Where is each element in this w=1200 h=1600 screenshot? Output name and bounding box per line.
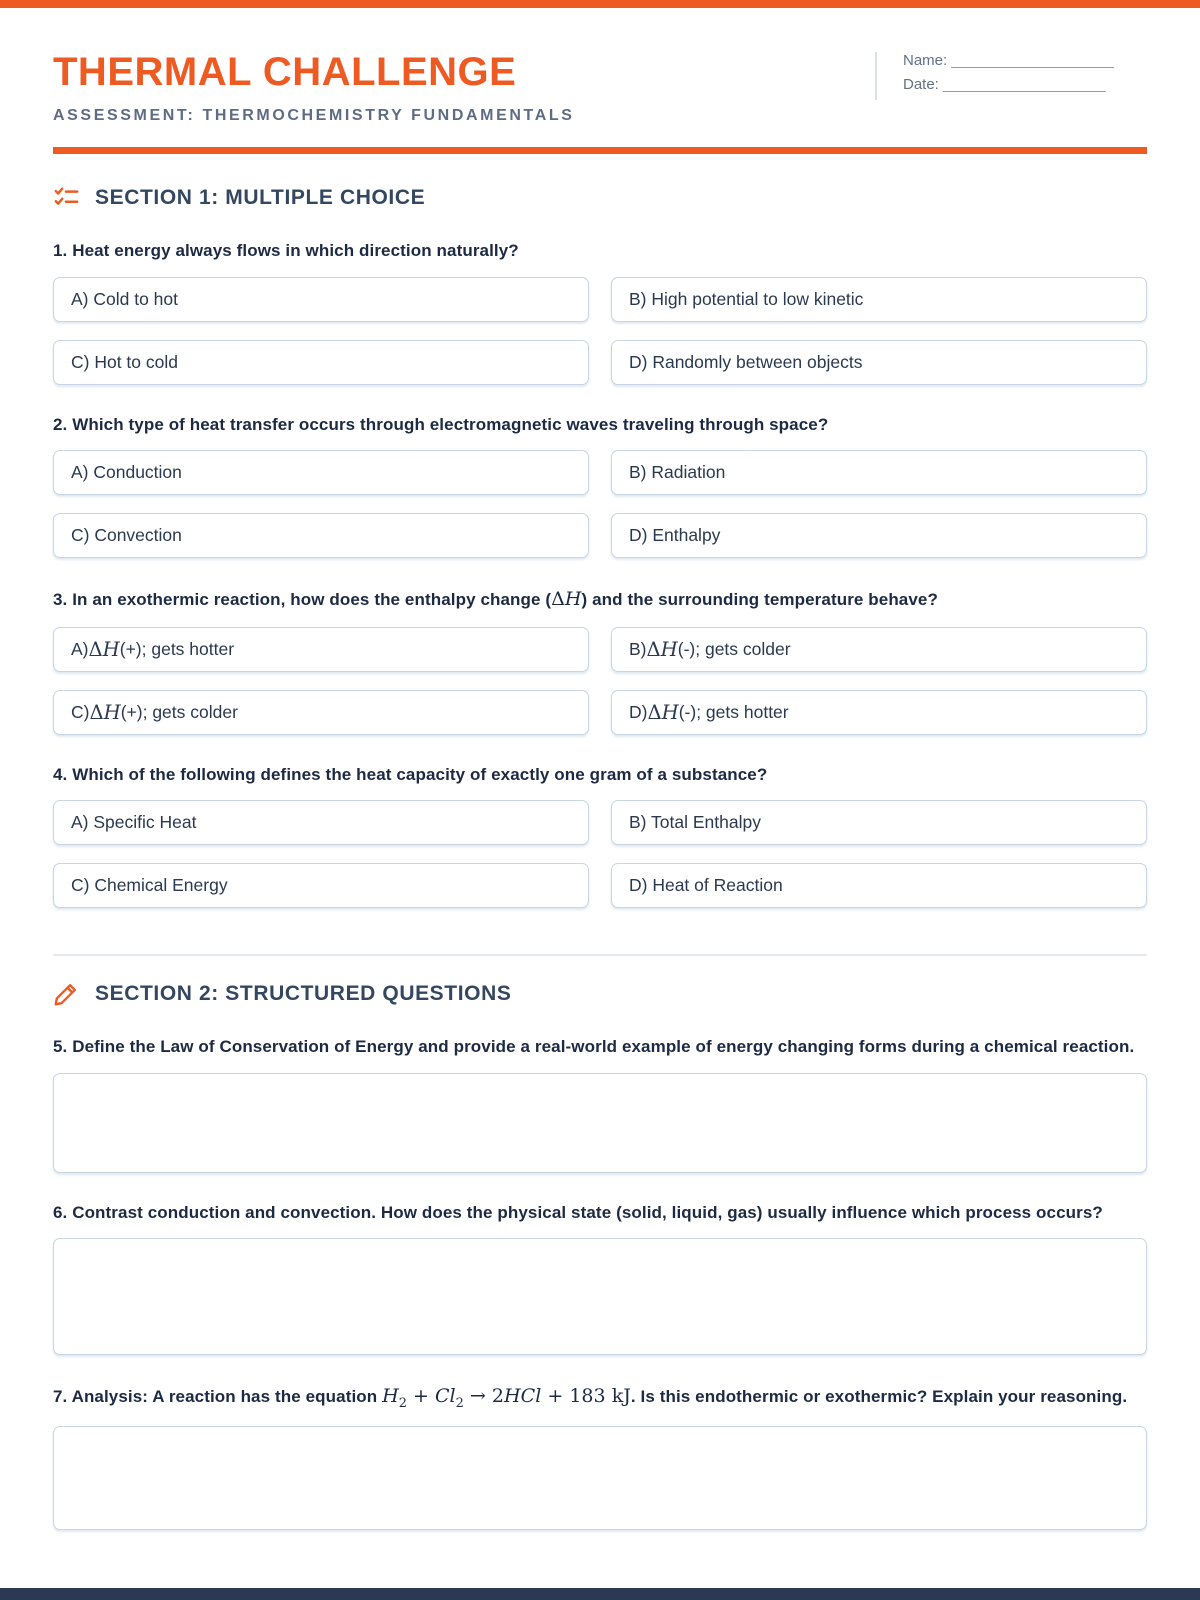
- section-1-header: [53, 184, 1147, 211]
- bottom-accent-bar: [0, 1588, 1200, 1600]
- section-2-title: SECTION 2: STRUCTURED QUESTIONS: [95, 981, 512, 1005]
- math-notation: ΔH: [88, 637, 120, 661]
- math-notation: ΔH: [646, 637, 678, 661]
- question-prompt: 1. Heat energy always flows in which direction naturally?: [53, 241, 519, 260]
- option-box[interactable]: D) Randomly between objects: [611, 340, 1147, 385]
- date-line[interactable]: ______________________: [943, 76, 1105, 93]
- options-grid: [53, 800, 1147, 908]
- pencil-icon: [53, 980, 80, 1007]
- option-box[interactable]: B) High potential to low kinetic: [611, 277, 1147, 322]
- option-box[interactable]: B) Radiation: [611, 450, 1147, 495]
- answer-box[interactable]: [53, 1238, 1147, 1355]
- option-box[interactable]: D) Heat of Reaction: [611, 863, 1147, 908]
- question-prompt: 2. Which type of heat transfer occurs through electromagnetic waves traveling through space?: [53, 414, 829, 434]
- question-block: [53, 1034, 1147, 1173]
- question-prompt: 5. Define the Law of Conservation of Energy and provide a real-world example of energy changing forms during a chemical reaction.: [53, 1037, 1135, 1057]
- page-title: THERMAL CHALLENGE: [53, 50, 517, 94]
- option-box[interactable]: D) ΔH (-); gets hotter: [611, 690, 1147, 735]
- section-divider: [53, 954, 1147, 956]
- option-box[interactable]: C) Chemical Energy: [53, 863, 589, 908]
- option-box[interactable]: A) Cold to hot: [53, 277, 589, 322]
- name-line[interactable]: ______________________: [951, 52, 1113, 69]
- math-notation: $H_2 + Cl_2 \to 2HCl + 183$ kJ: [382, 1385, 631, 1411]
- options-grid: [53, 450, 1147, 558]
- option-box[interactable]: A) Conduction: [53, 450, 589, 495]
- question-prompt: 4. Which of the following defines the heat capacity of exactly one gram of a substance?: [53, 764, 768, 784]
- section-structured-questions: [53, 980, 1147, 1530]
- option-box[interactable]: C) Convection: [53, 513, 589, 558]
- answer-box[interactable]: [53, 1426, 1147, 1530]
- question-block: [53, 412, 1147, 559]
- options-grid: [53, 277, 1147, 385]
- date-label: Date:: [903, 76, 939, 93]
- question-block: [53, 762, 1147, 909]
- question-prompt: 7. Analysis: A reaction has the equation $H_2 + Cl_2 \to 2HCl + 183$ kJ. Is this endothermic or exothermic? Explain your reasoning.: [53, 1385, 1128, 1411]
- header-rule: [53, 147, 1147, 154]
- math-notation: ΔH: [647, 700, 679, 724]
- question-block: [53, 1382, 1147, 1530]
- options-grid: [53, 627, 1147, 735]
- question-prompt: 3. In an exothermic reaction, how does the enthalpy change (ΔH) and the surrounding temperature behave?: [53, 588, 938, 610]
- section-1-title: SECTION 1: MULTIPLE CHOICE: [95, 185, 426, 209]
- option-box[interactable]: C) ΔH (+); gets colder: [53, 690, 589, 735]
- answer-box[interactable]: [53, 1073, 1147, 1173]
- section-multiple-choice: [53, 184, 1147, 908]
- name-label: Name:: [903, 52, 948, 69]
- worksheet-header: [53, 50, 1147, 125]
- option-box[interactable]: B) ΔH (-); gets colder: [611, 627, 1147, 672]
- math-notation: ΔH: [551, 588, 582, 610]
- math-notation: ΔH: [89, 700, 121, 724]
- section-2-header: [53, 980, 1147, 1007]
- top-accent-bar: [0, 0, 1200, 8]
- question-prompt: 6. Contrast conduction and convection. How does the physical state (solid, liquid, gas) usually influence which process occurs?: [53, 1202, 1103, 1222]
- option-box[interactable]: A) Specific Heat: [53, 800, 589, 845]
- page-subtitle: ASSESSMENT: THERMOCHEMISTRY FUNDAMENTALS: [53, 107, 575, 124]
- question-block: [53, 585, 1147, 735]
- checklist-icon: [53, 184, 80, 211]
- option-box[interactable]: D) Enthalpy: [611, 513, 1147, 558]
- question-block: [53, 1200, 1147, 1356]
- option-box[interactable]: B) Total Enthalpy: [611, 800, 1147, 845]
- question-block: [53, 238, 1147, 385]
- name-date-block: [875, 52, 1123, 100]
- option-box[interactable]: A) ΔH (+); gets hotter: [53, 627, 589, 672]
- option-box[interactable]: C) Hot to cold: [53, 340, 589, 385]
